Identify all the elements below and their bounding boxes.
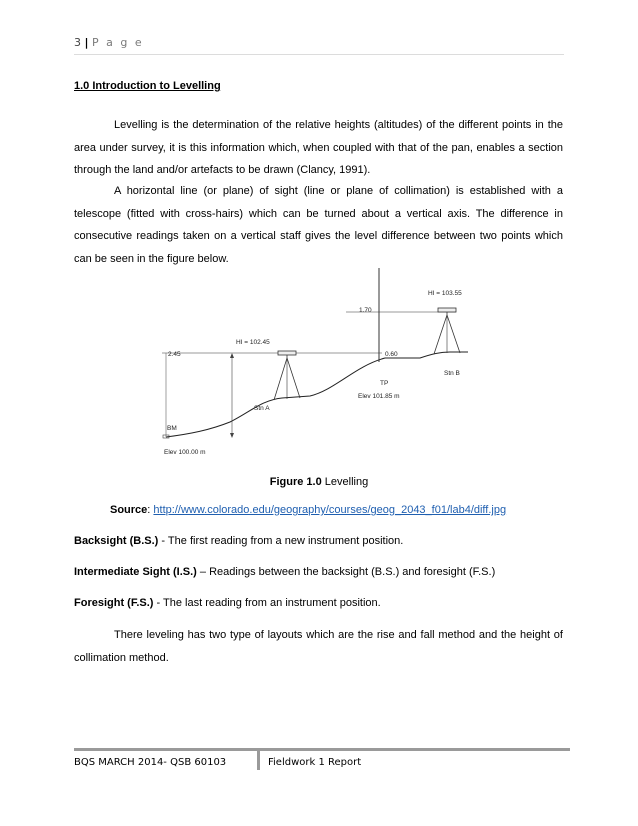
definition-intermediate-sight xyxy=(74,566,495,578)
label-stn-a: Stn A xyxy=(254,405,270,412)
label-reading-245: 2.45 xyxy=(168,351,181,358)
source-link[interactable]: http://www.colorado.edu/geography/courses/geog_2043_f01/lab4/diff.jpg xyxy=(153,504,507,516)
page-header xyxy=(74,36,144,49)
footer-separator xyxy=(257,748,260,770)
paragraph-text: There leveling has two type of layouts which are the rise and fall method and the height of collimation method. xyxy=(74,629,563,664)
label-elev-tp: Elev 101.85 m xyxy=(358,393,400,400)
source-separator: : xyxy=(147,504,154,516)
page-label: P a g e xyxy=(92,36,144,49)
definition-term: Foresight (F.S.) xyxy=(74,597,154,609)
instrument-stn-a xyxy=(274,351,300,400)
section-title: 1.0 Introduction to Levelling xyxy=(74,80,221,92)
label-reading-170: 1.70 xyxy=(359,307,372,314)
label-hi-a: HI = 102.45 xyxy=(236,339,270,346)
label-reading-060: 0.60 xyxy=(385,351,398,358)
definition-text: - The first reading from a new instrument position. xyxy=(158,535,404,547)
header-divider xyxy=(74,54,564,55)
definition-term: Intermediate Sight (I.S.) xyxy=(74,566,197,578)
levelling-diagram xyxy=(150,262,490,462)
levelling-figure xyxy=(150,262,490,462)
definition-text: - The last reading from an instrument position. xyxy=(153,597,381,609)
paragraph-text: A horizontal line (or plane) of sight (line or plane of collimation) is established with a telescope (fitted with cross-hairs) which can be turned about a vertical axis. The difference in consecutive readings taken on a vertical staff gives the level difference between two points which can be seen in the figure below. xyxy=(74,185,563,265)
ground-profile xyxy=(166,352,468,437)
figure-caption-text: Levelling xyxy=(321,476,369,488)
footer-report-title: Fieldwork 1 Report xyxy=(268,757,362,768)
source-label: Source xyxy=(110,504,148,516)
figure-caption-bold: Figure 1.0 xyxy=(269,476,322,488)
definition-text: – Readings between the backsight (B.S.) and foresight (F.S.) xyxy=(196,566,496,578)
label-hi-b: HI = 103.55 xyxy=(428,290,462,297)
closing-paragraph xyxy=(74,624,563,669)
footer-divider xyxy=(74,748,570,751)
label-elev-bm: Elev 100.00 m xyxy=(164,449,206,456)
paragraph-text: Levelling is the determination of the relative heights (altitudes) of the different points in the area under survey, it is this information which, when coupled with that of the pan, enables a section through the land and/or artefacts to be drawn (Clancy, 1991). xyxy=(74,119,563,177)
definition-term: Backsight (B.S.) xyxy=(74,535,159,547)
figure-caption xyxy=(0,476,638,488)
label-tp: TP xyxy=(380,380,389,387)
label-bm: BM xyxy=(167,425,177,432)
page-number: 3 xyxy=(74,36,81,49)
definition-backsight xyxy=(74,535,403,547)
intro-paragraph-1 xyxy=(74,114,563,182)
definition-foresight xyxy=(74,597,381,609)
label-stn-b: Stn B xyxy=(444,370,460,377)
header-separator: | xyxy=(84,36,89,49)
figure-source xyxy=(110,504,506,516)
instrument-stn-b xyxy=(434,308,460,354)
intro-paragraph-2 xyxy=(74,180,563,270)
footer-course: BQS MARCH 2014- QSB 60103 xyxy=(74,757,227,768)
